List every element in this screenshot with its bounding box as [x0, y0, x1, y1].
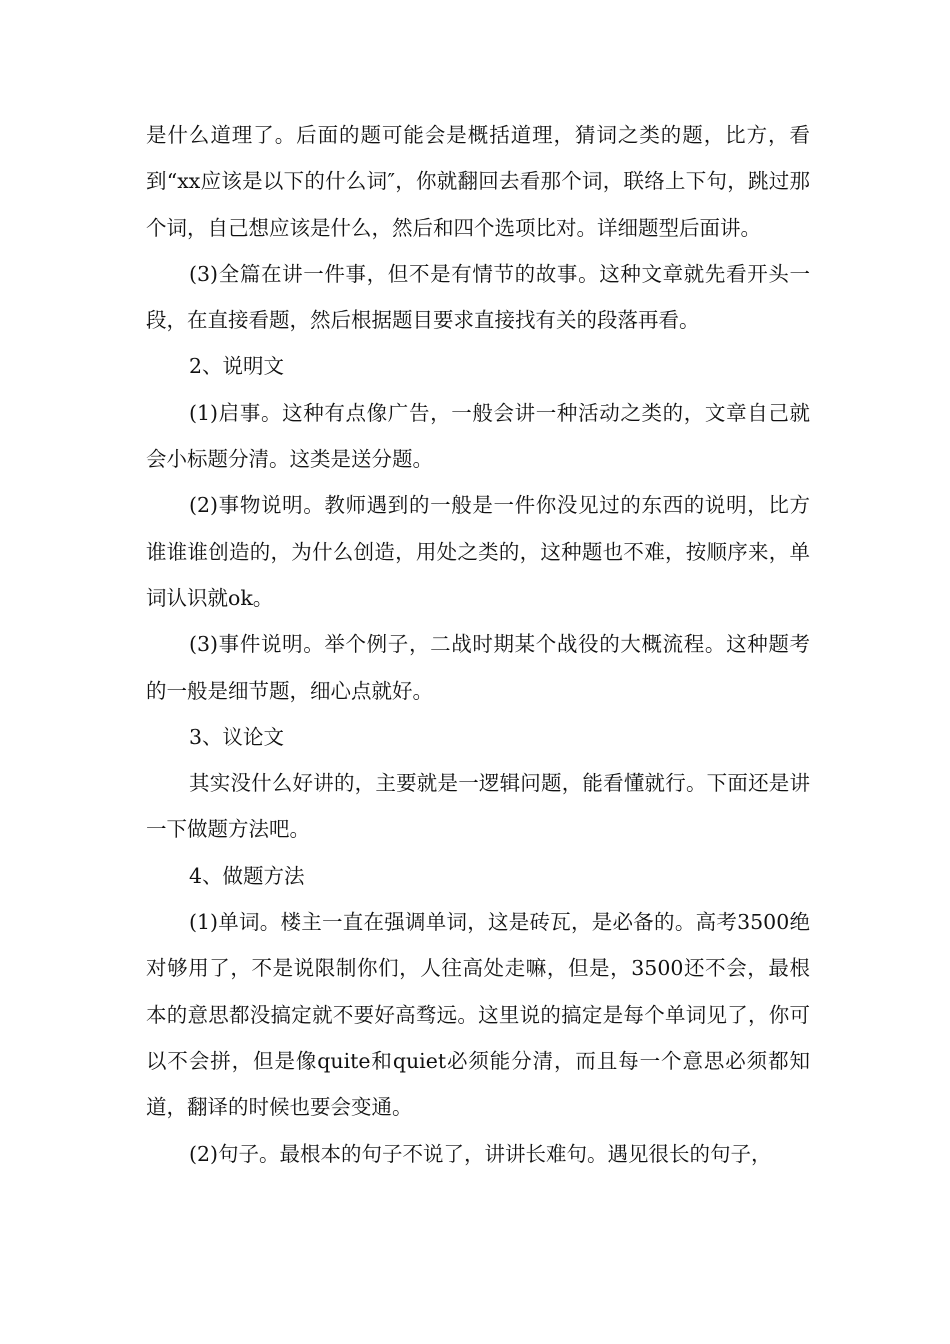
paragraph: (1)单词。楼主一直在强调单词，这是砖瓦，是必备的。高考3500绝对够用了，不是说限制你们，人往高处走嘛，但是，3500还不会，最根本的意思都没搞定就不要好高骛远。这里说的搞定是每个单词见了，你可以不会拼，但是像quite和quiet必须能分清，而且每一个意思必须都知道，翻译的时候也要会变通。: [146, 910, 810, 1120]
paragraph: (3)事件说明。举个例子，二战时期某个战役的大概流程。这种题考的一般是细节题，细心点就好。: [146, 632, 810, 703]
section-heading: 2、说明文: [189, 354, 285, 379]
paragraph: (2)句子。最根本的句子不说了，讲讲长难句。遇见很长的句子，: [189, 1141, 772, 1166]
section-heading: 4、做题方法: [189, 863, 305, 888]
paragraph: (3)全篇在讲一件事，但不是有情节的故事。这种文章就先看开头一段，在直接看题，然后根据题目要求直接找有关的段落再看。: [146, 261, 810, 333]
paragraph: (2)事物说明。教师遇到的一般是一件你没见过的东西的说明，比方谁谁谁创造的，为什么创造，用处之类的，这种题也不难，按顺序来，单词认识就ok。: [146, 493, 810, 610]
paragraph: (1)启事。这种有点像广告，一般会讲一种活动之类的，文章自己就会小标题分清。这类是送分题。: [146, 400, 810, 472]
paragraph: 是什么道理了。后面的题可能会是概括道理，猜词之类的题，比方，看到“xx应该是以下的什么词″，你就翻回去看那个词，联络上下句，跳过那个词，自己想应该是什么，然后和四个选项比对。详细题型后面讲。: [146, 123, 810, 240]
section-heading: 3、议论文: [189, 724, 285, 749]
document-body: [146, 112, 810, 1177]
paragraph: 其实没什么好讲的，主要就是一逻辑问题，能看懂就行。下面还是讲一下做题方法吧。: [146, 771, 810, 842]
